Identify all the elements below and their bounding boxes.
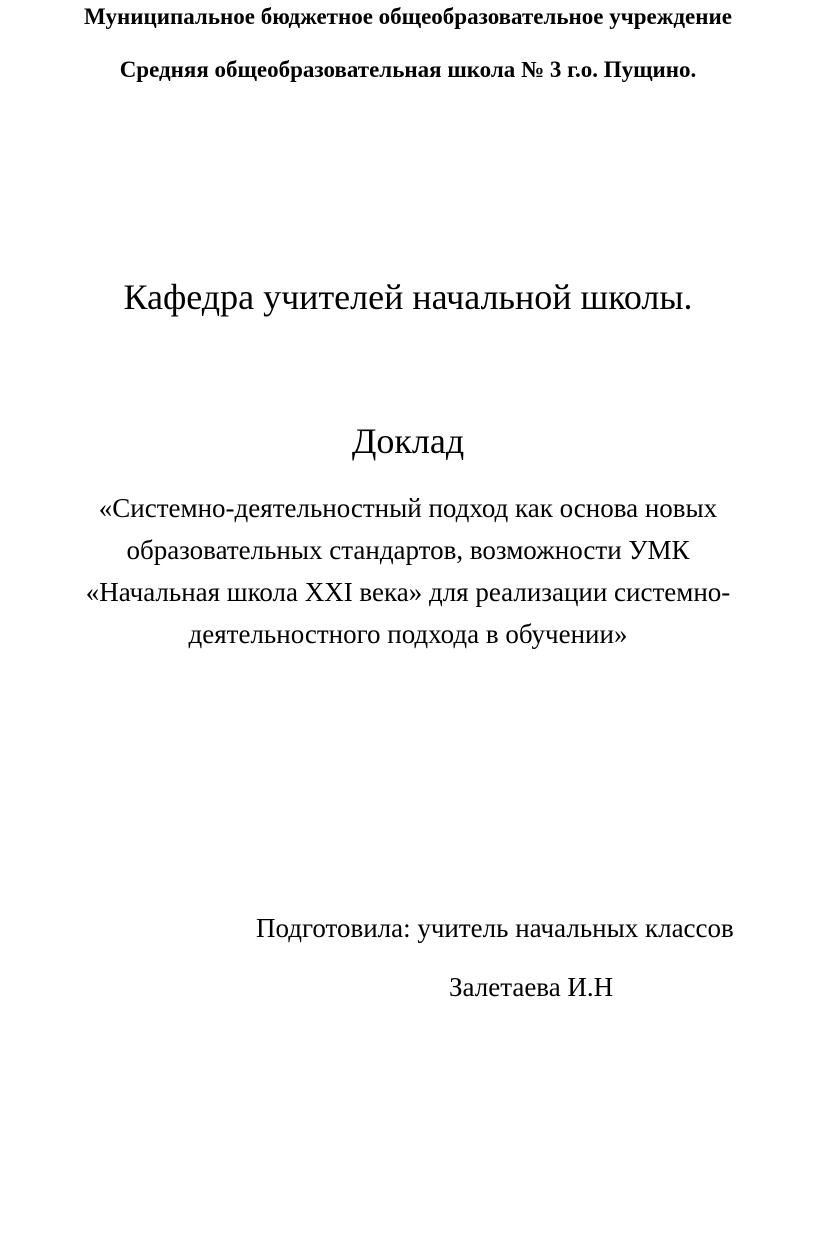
school-heading: Средняя общеобразовательная школа № 3 г.о. Пущино. [119, 57, 697, 82]
author-name: Залетаева И.Н [449, 972, 614, 1002]
topic-line: деятельностного подхода в обучении» [188, 619, 628, 649]
topic-line: «Системно-деятельностный подход как основа новых [98, 493, 718, 523]
report-label: Доклад [351, 421, 465, 461]
institution-heading: Муниципальное бюджетное общеобразовательное учреждение [84, 4, 732, 29]
topic-line: образовательных стандартов, возможности УМК [126, 535, 690, 565]
department-title: Кафедра учителей начальной школы. [123, 277, 693, 317]
prepared-by-text: Подготовила: учитель начальных классов [256, 913, 734, 943]
topic-line: «Начальная школа XXI века» для реализации системно- [85, 577, 731, 607]
